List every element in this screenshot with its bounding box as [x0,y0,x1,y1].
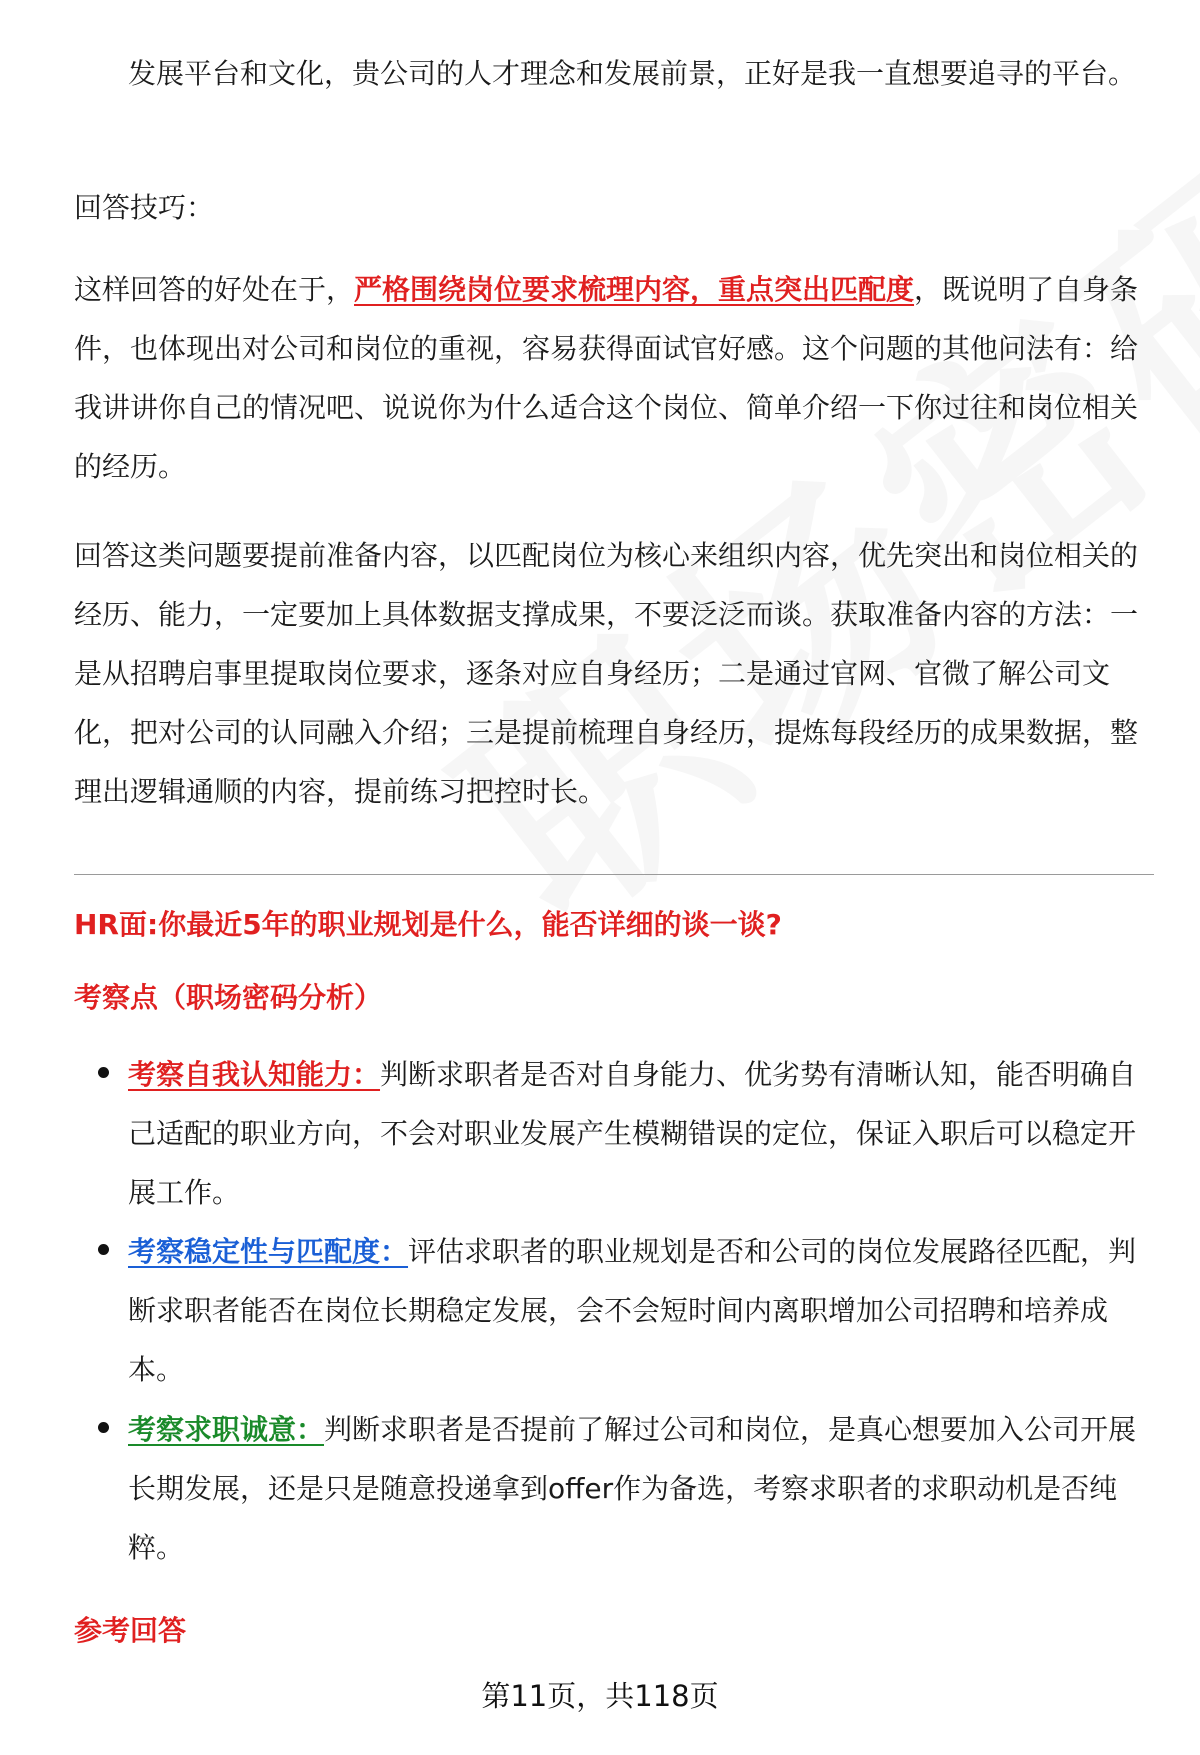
point-1-text: 判断求职者是否对自身能力、优劣势有清晰认知，能否明确自己适配的职业方向，不会对职业发展产生模糊错误的定位，保证入职后可以稳定开展工作。 [128,1058,1137,1209]
analysis-point-2 [128,1222,1158,1399]
tips-title: 回答技巧： [74,191,215,224]
tips-paragraph-2: 回答这类问题要提前准备内容，以匹配岗位为核心来组织内容，优先突出和岗位相关的经历、能力，一定要加上具体数据支撑成果，不要泛泛而谈。获取准备内容的方法：一是从招聘启事里提取岗位要求，逐条对应自身经历；二是通过官网、官微了解公司文化，把对公司的认同融入介绍；三是提前梳理自身经历，提炼每段经历的成果数据，整理出逻辑通顺的内容，提前练习把控时长。 [74,539,1139,808]
point-2-text: 评估求职者的职业规划是否和公司的岗位发展路径匹配，判断求职者能否在岗位长期稳定发展，会不会短时间内离职增加公司招聘和培养成本。 [128,1235,1137,1386]
analysis-point-3 [128,1400,1158,1577]
bullet-dot-icon [98,1244,109,1255]
analysis-heading: 考察点（职场密码分析） [74,981,383,1014]
page-number: 第11页，共118页 [481,1679,719,1713]
tips-paragraph-1 [74,260,1154,496]
bullet-dot-icon [98,1422,109,1433]
intro-continuation: 发展平台和文化，贵公司的人才理念和发展前景，正好是我一直想要追寻的平台。 [128,57,1137,90]
analysis-point-1 [128,1045,1158,1222]
point-3-text: 判断求职者是否提前了解过公司和岗位，是真心想要加入公司开展长期发展，还是只是随意投递拿到offer作为备选，考察求职者的求职动机是否纯粹。 [128,1413,1137,1564]
reference-heading: 参考回答 [74,1614,187,1647]
tips-p1-before: 这样回答的好处在于， [74,273,355,306]
point-2-label: 考察稳定性与匹配度： [128,1235,409,1268]
bullet-dot-icon [98,1067,109,1078]
question-title: HR面:你最近5年的职业规划是什么，能否详细的谈一谈? [74,908,782,941]
point-1-label: 考察自我认知能力： [128,1058,381,1091]
section-divider [74,874,1154,875]
point-3-label: 考察求职诚意： [128,1413,325,1446]
tips-p1-after: ，既说明了自身条件，也体现出对公司和岗位的重视，容易获得面试官好感。这个问题的其他问法有：给我讲讲你自己的情况吧、说说你为什么适合这个岗位、简单介绍一下你过往和岗位相关的经历。 [74,273,1139,483]
tips-p1-highlight: 严格围绕岗位要求梳理内容，重点突出匹配度 [354,273,915,306]
